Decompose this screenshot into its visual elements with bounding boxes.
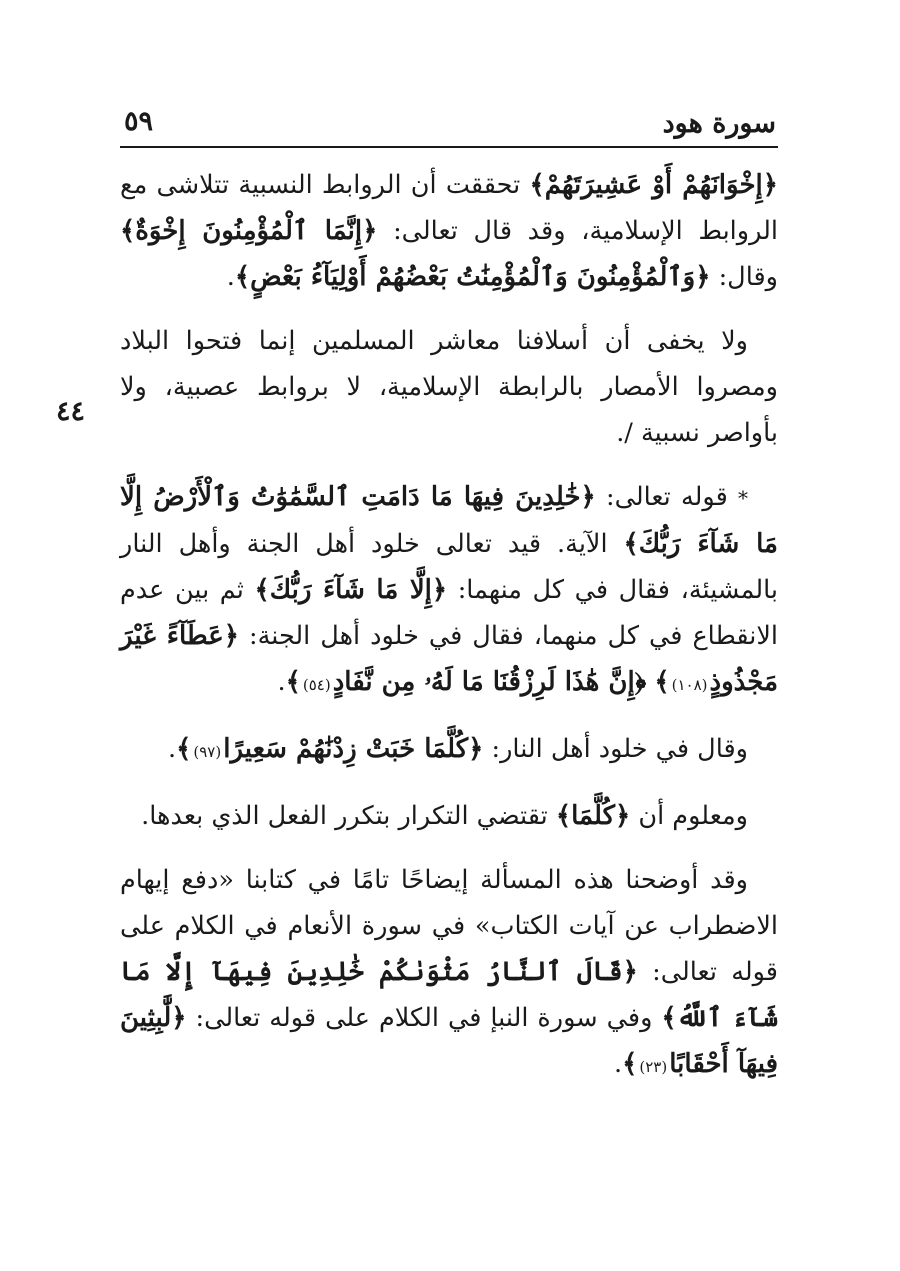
paragraph-text: . — [168, 734, 177, 764]
close-bracket: ﴾ — [654, 667, 670, 697]
paragraph-2 — [120, 318, 778, 456]
paragraph-text: . — [226, 262, 235, 292]
book-page — [120, 100, 778, 1200]
close-bracket: ﴾ — [555, 801, 572, 831]
paragraph-text: وقال: — [718, 262, 778, 292]
paragraph-text: ومعلوم أن — [638, 801, 748, 831]
quran-verse — [120, 216, 377, 246]
verse-text: إِنَّ هَٰذَا لَرِزْقُنَا مَا لَهُۥ مِن نَّفَادٍ — [332, 667, 635, 697]
close-bracket: ﴾ — [622, 1049, 638, 1079]
open-bracket: ﴿ — [615, 801, 631, 831]
page-header — [120, 100, 778, 148]
paragraph-5 — [120, 793, 778, 839]
ayah-number: (٩٧) — [193, 743, 222, 761]
quran-verse — [235, 262, 711, 292]
verse-text: إِلَّا مَا شَآءَ رَبُّكَ — [269, 575, 432, 605]
body-text — [120, 162, 778, 1108]
open-bracket: ﴿ — [762, 170, 778, 200]
verse-text: وَٱلْمُؤْمِنُونَ وَٱلْمُؤْمِنَٰتُ بَعْضُهُمْ أَوْلِيَآءُ بَعْضٍ — [250, 262, 696, 292]
close-bracket: ﴾ — [176, 734, 192, 764]
paragraph-6 — [120, 857, 778, 1090]
open-bracket: ﴿ — [634, 667, 647, 697]
quran-verse — [286, 667, 647, 697]
close-bracket: ﴾ — [120, 216, 136, 246]
paragraph-text: الآية. قيد تعالى خلود أهل الجنة وأهل النار بالمشيئة، فقال في كل منهما: — [120, 529, 779, 605]
open-bracket: ﴿ — [622, 957, 638, 987]
quran-verse — [176, 734, 483, 764]
close-bracket: ﴾ — [285, 667, 301, 697]
verse-text: خَٰلِدِينَ فِيهَا مَا دَامَتِ ٱلسَّمَٰوَٰتُ وَٱلْأَرْضُ إِلَّا مَا شَآءَ رَبُّكَ — [120, 482, 778, 559]
paragraph-text: وقد أوضحنا هذه المسألة إيضاحًا تامًا في كتابنا «دفع إيهام الاضطراب عن آيات الكتاب» في سورة الأنعام في الكلام على قوله تعالى: — [120, 865, 778, 987]
paragraph-4 — [120, 726, 778, 775]
open-bracket: ﴿ — [171, 1003, 187, 1033]
verse-text: لَّٰبِثِينَ فِيهَآ أَحْقَابًا — [120, 1003, 778, 1079]
open-bracket: ﴿ — [695, 262, 711, 292]
paragraph-text: . — [277, 667, 286, 697]
paragraph-text: وقال في خلود أهل النار: — [491, 734, 748, 764]
paragraph-text: . — [614, 1049, 623, 1079]
open-bracket: ﴿ — [468, 734, 484, 764]
open-bracket: ﴿ — [223, 621, 239, 651]
close-bracket: ﴾ — [234, 262, 251, 292]
verse-text: كُلَّمَا — [571, 801, 616, 831]
paragraph-text: قوله تعالى: — [605, 482, 728, 512]
open-bracket: ﴿ — [580, 482, 596, 512]
quran-verse — [254, 575, 447, 605]
page-number: ٥٩ — [124, 106, 154, 137]
paragraph-text: تحققت أن الروابط النسبية تتلاشى مع الروابط الإسلامية، وقد قال تعالى: — [120, 170, 778, 246]
paragraph-text: ولا يخفى أن أسلافنا معاشر المسلمين إنما فتحوا البلاد ومصروا الأمصار بالرابطة الإسلامية، لا بروابط عصبية، ولا بأواصر نسبية /. — [120, 326, 778, 448]
paragraph-3 — [120, 474, 778, 708]
paragraph-text: ثم بين عدم الانقطاع في كل منهما، فقال في خلود أهل الجنة: — [120, 575, 778, 651]
open-bracket: ﴿ — [362, 216, 378, 246]
verse-text: كُلَّمَا خَبَتْ زِدْنَٰهُمْ سَعِيرًا — [223, 734, 469, 764]
verse-text: إِنَّمَا ٱلْمُؤْمِنُونَ إِخْوَةٌ — [135, 216, 363, 246]
verse-text: إِخْوَانَهُمْ أَوْ عَشِيرَتَهُمْ — [544, 170, 763, 200]
quran-verse — [529, 170, 778, 200]
ayah-number: (٢٣) — [639, 1058, 668, 1076]
close-bracket: ﴾ — [661, 1003, 677, 1033]
surah-title: سورة هود — [662, 108, 776, 139]
verse-text: قَالَ ٱلنَّارُ مَثْوَىٰكُمْ خَٰلِدِينَ فِيهَآ إِلَّا مَا شَآءَ ٱللَّهُ — [120, 957, 779, 1033]
paragraph-text: تقتضي التكرار بتكرر الفعل الذي بعدها. — [141, 801, 548, 831]
open-bracket: ﴿ — [431, 575, 448, 605]
quran-verse — [556, 801, 630, 831]
ayah-number: (١٠٨) — [671, 676, 708, 694]
close-bracket: ﴾ — [623, 529, 639, 559]
paragraph-1 — [120, 162, 778, 300]
close-bracket: ﴾ — [529, 170, 545, 200]
close-bracket: ﴾ — [254, 575, 270, 605]
margin-page-marker: ٤٤ — [56, 396, 86, 427]
paragraph-text: وفي سورة النبإ في الكلام على قوله تعالى: — [195, 1003, 653, 1033]
ayah-number: (٥٤) — [302, 676, 331, 694]
star-marker: * — [738, 486, 749, 510]
verse-text: عَطَآءً غَيْرَ مَجْذُوذٍ — [120, 621, 778, 697]
